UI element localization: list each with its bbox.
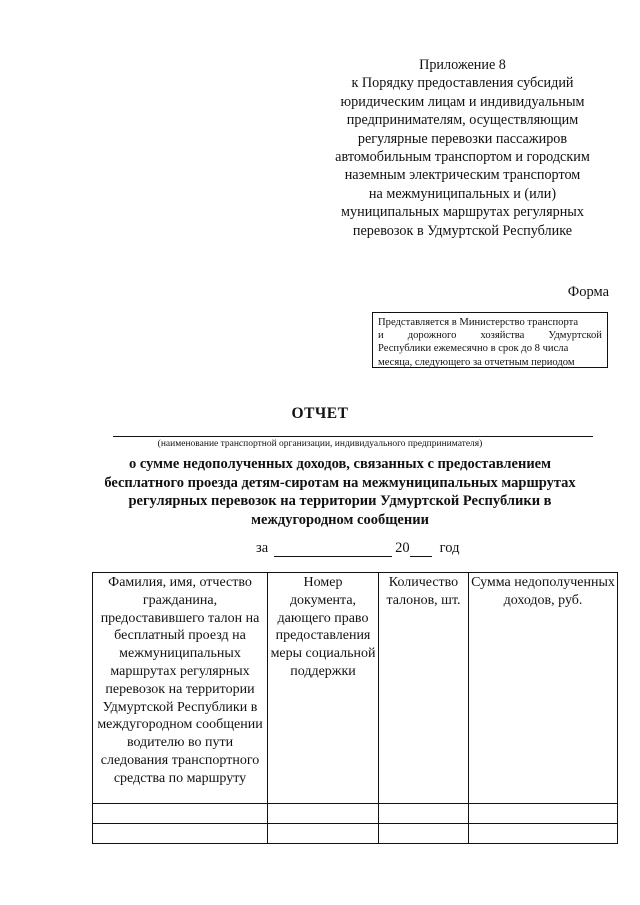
table-cell[interactable] <box>268 804 379 824</box>
period-suffix: год <box>439 540 460 556</box>
notice-line: месяца, следующего за отчетным периодом <box>378 356 575 368</box>
appendix-line: юридическим лицам и индивидуальным <box>340 93 585 110</box>
appendix-line: Приложение 8 <box>419 57 506 73</box>
period-prefix: за <box>256 540 269 556</box>
column-header-document-number: Номер документа, дающего право предоставления меры социальной поддержки <box>268 573 379 804</box>
period-year-blank <box>410 542 432 557</box>
notice-line: Представляется в Министерство транспорта <box>378 317 579 328</box>
report-table <box>92 572 618 844</box>
appendix-line: наземным электрическим транспортом <box>344 167 581 184</box>
report-subject <box>60 455 620 529</box>
table-cell[interactable] <box>469 804 618 824</box>
appendix-line: перевозок в Удмуртской Республике <box>352 222 573 239</box>
period-year-prefix: 20 <box>395 540 410 556</box>
appendix-line: автомобильным транспортом и городским <box>335 149 590 166</box>
notice-word: дорожного <box>407 330 457 342</box>
appendix-header <box>320 56 605 240</box>
subject-line: междугородном сообщении <box>251 511 429 528</box>
table-cell[interactable] <box>268 824 379 844</box>
notice-line: Республики ежемесячно в срок до 8 числа <box>378 343 569 355</box>
notice-word: и <box>378 330 384 342</box>
submission-notice-box <box>372 312 608 368</box>
notice-word: хозяйства <box>480 330 525 342</box>
appendix-line: предпринимателям, осуществляющим <box>346 112 579 129</box>
appendix-line: к Порядку предоставления субсидий <box>351 75 574 92</box>
report-title: ОТЧЕТ <box>291 405 349 422</box>
period-month-blank <box>274 542 392 557</box>
subject-line: о сумме недополученных доходов, связанных с предоставлением <box>129 456 551 472</box>
appendix-line: муниципальных маршрутах регулярных <box>341 204 584 221</box>
column-header-ticket-count: Количество талонов, шт. <box>379 573 469 804</box>
notice-line-justified <box>378 329 602 342</box>
organization-name-blank <box>113 436 593 437</box>
table-cell[interactable] <box>469 824 618 844</box>
subject-line: регулярных перевозок на территории Удмуртской Республики в <box>128 493 552 510</box>
table-row <box>93 824 618 844</box>
appendix-line: регулярные перевозки пассажиров <box>357 130 568 147</box>
column-header-full-name: Фамилия, имя, отчество гражданина, предоставившего талон на бесплатный проезд на межмуниципальных маршрутах регулярных перевозок на территории Удмуртской Республики в междугородном сообщении водителю во пути следования транспортного средства по маршруту <box>93 573 268 804</box>
column-header-lost-income: Сумма недополученных доходов, руб. <box>469 573 618 804</box>
appendix-line: на межмуниципальных и (или) <box>368 185 557 202</box>
report-period <box>256 540 459 557</box>
organization-caption: (наименование транспортной организации, индивидуального предпринимателя) <box>157 439 483 449</box>
table-cell[interactable] <box>93 804 268 824</box>
table-cell[interactable] <box>379 804 469 824</box>
form-label: Форма <box>567 284 609 300</box>
table-cell[interactable] <box>379 824 469 844</box>
table-cell[interactable] <box>93 824 268 844</box>
notice-word: Удмуртской <box>548 330 602 342</box>
subject-line: бесплатного проезда детям-сиротам на межмуниципальных маршрутах <box>104 474 576 491</box>
table-row <box>93 804 618 824</box>
table-header-row <box>93 573 618 804</box>
